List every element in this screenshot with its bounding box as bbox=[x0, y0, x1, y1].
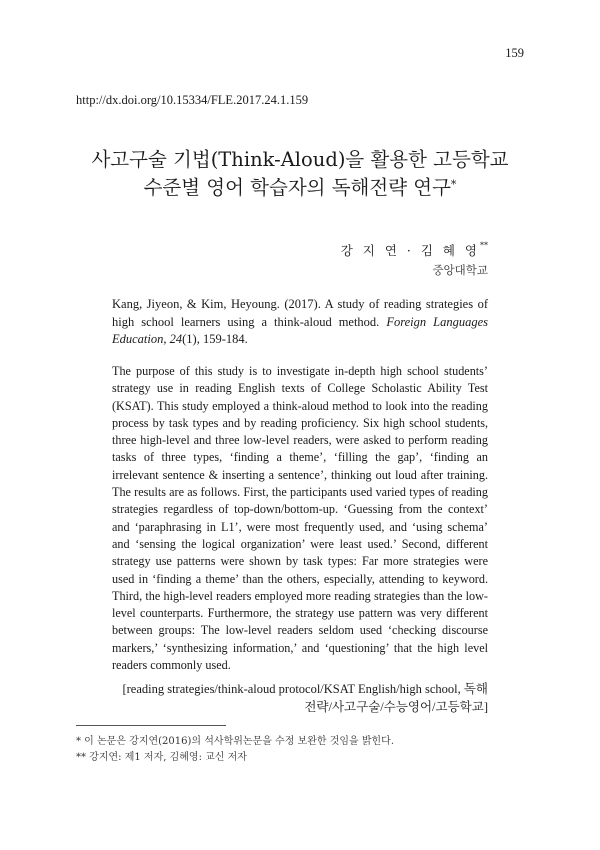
keywords: [reading strategies/think-aloud protocol/KSAT English/high school, 독해 전략/사고구술/수능영어/고등학교] bbox=[122, 682, 488, 714]
title-line-1: 사고구술 기법(Think-Aloud)을 활용한 고등학교 bbox=[91, 148, 509, 171]
citation-text: Kang, Jiyeon, & Kim, Heyoung. (2017). A study of reading strategies of high school learners using a think-aloud method. bbox=[112, 297, 488, 329]
footnote-1: * 이 논문은 강지연(2016)의 석사학위논문을 수정 보완한 것임을 밝힌다. bbox=[76, 736, 395, 747]
doi-link[interactable]: http://dx.doi.org/10.15334/FLE.2017.24.1.159 bbox=[76, 93, 309, 107]
author-affiliation: 중앙대학교 bbox=[432, 263, 488, 277]
citation-journal: Foreign Languages Education, 24 bbox=[112, 314, 489, 346]
citation bbox=[112, 296, 488, 349]
page-number: 159 bbox=[505, 46, 524, 60]
author-names bbox=[300, 241, 488, 259]
title-line-2 bbox=[60, 174, 540, 202]
footnote-divider bbox=[76, 725, 226, 726]
author-footnote-mark: ** bbox=[480, 241, 488, 250]
title-line-2-text: 수준별 영어 학습자의 독해전략 연구 bbox=[143, 176, 451, 199]
citation-issue-pages: (1), 159-184. bbox=[182, 332, 248, 346]
author-names-text: 강 지 연 · 김 혜 영 bbox=[340, 243, 480, 258]
footnote-2: ** 강지연: 제1 저자, 김혜영: 교신 저자 bbox=[76, 752, 247, 763]
title-footnote-mark: * bbox=[450, 178, 457, 191]
abstract: The purpose of this study is to investigate in-depth high school students’ strategy use in reading English texts of College Scholastic Ability Test (KSAT). This study employed a think-aloud method to look into the reading process by task types and by reading proficiency. Six high school students, three high-level and three low-level readers, were asked to perform reading tasks of three types, ‘finding a theme’, ‘filling the gap’, ‘finding an irrelevant sentence & inserting a sentence’, thinking out loud after training. The results are as follows. First, the participants used varied types of reading strategies regardless of top-down/bottom-up. ‘Guessing from the context’ and ‘paraphrasing in L1’, were most frequently used, and ‘using schema’ and ‘sensing the logical organization’ were least used.’ Second, different strategy use patterns were shown by task types: Far more strategies were used in ‘finding a theme’ than the others, especially, attending to keyword. Third, the high-level readers employed more reading strategies than the low-level counterparts. Furthermore, the strategy use pattern was very different between groups: The low-level readers seldom used ‘checking discourse markers,’ ‘synthesizing information,’ and ‘questioning’ that the high level readers commonly used. bbox=[112, 364, 488, 673]
paper-title bbox=[60, 146, 540, 202]
